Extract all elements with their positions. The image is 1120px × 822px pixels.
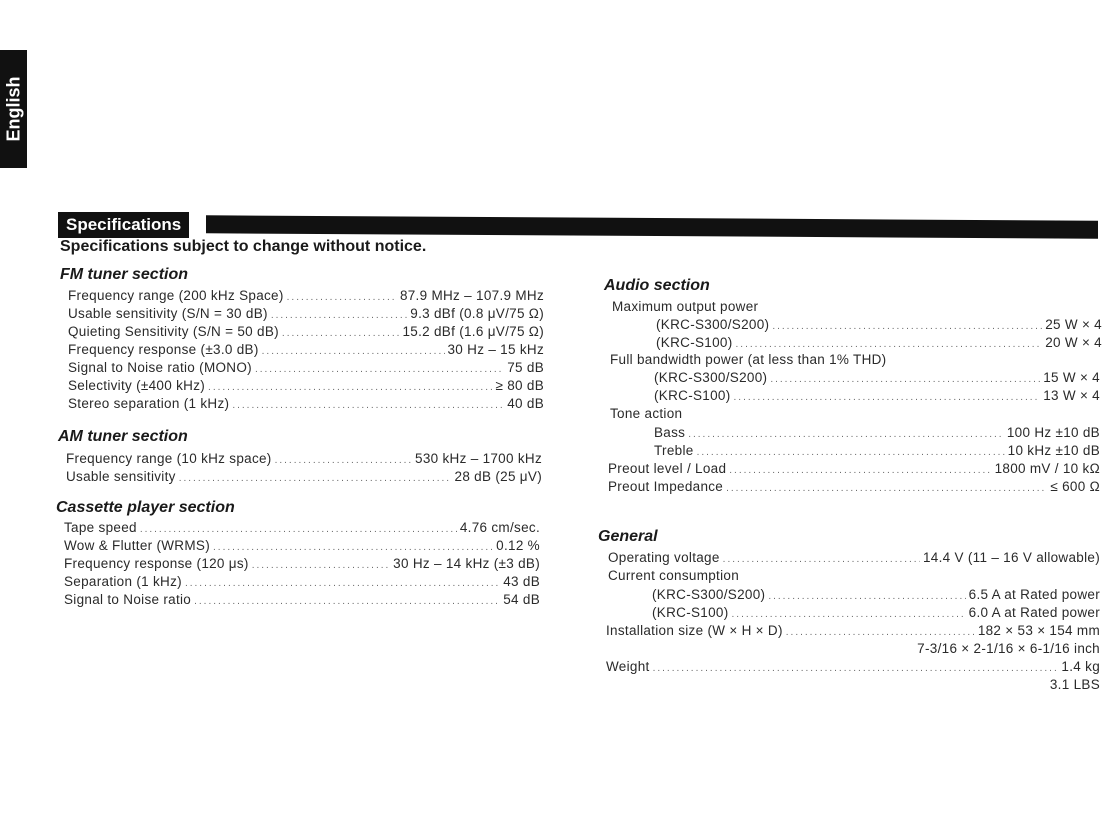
spec-row: Signal to Noise ratio ..... 54 dB [64, 591, 540, 609]
spec-row: Frequency range (200 kHz Space) ..... 87.9 MHz – 107.9 MHz [68, 287, 544, 305]
spec-row: Preout Impedance ..... ≤ 600 Ω [608, 478, 1100, 496]
spec-row: Quieting Sensitivity (S/N = 50 dB) ..... 15.2 dBf (1.6 μV/75 Ω) [68, 323, 544, 341]
spec-row: Signal to Noise ratio (MONO) ..... 75 dB [68, 359, 544, 377]
am-section-title: AM tuner section [58, 428, 188, 445]
spec-row: Treble ..... 10 kHz ±10 dB [654, 442, 1100, 460]
language-tab [0, 50, 27, 168]
spec-row: (KRC-S300/S200) ..... 15 W × 4 [654, 369, 1100, 387]
audio-section-title: Audio section [604, 277, 710, 294]
spec-row: Installation size (W × H × D) ..... 182 × 53 × 154 mm [606, 622, 1100, 640]
spec-row: (KRC-S100) ..... 6.0 A at Rated power [652, 604, 1100, 622]
tone-action-heading: Tone action [610, 406, 683, 421]
spec-row: (KRC-S100) ..... 20 W × 4 [656, 334, 1102, 352]
spec-row: Tape speed ..... 4.76 cm/sec. [64, 519, 540, 537]
spec-row: Wow & Flutter (WRMS) ..... 0.12 % [64, 537, 540, 555]
spec-row: Separation (1 kHz) ..... 43 dB [64, 573, 540, 591]
spec-row: Stereo separation (1 kHz) ..... 40 dB [68, 395, 544, 413]
spec-row: (KRC-S100) ..... 13 W × 4 [654, 387, 1100, 405]
current-consumption-heading: Current consumption [608, 568, 740, 583]
general-section-title: General [598, 528, 658, 545]
banner-bar [206, 215, 1098, 238]
weight-lbs: 3.1 LBS [1049, 677, 1100, 692]
spec-row: Operating voltage ..... 14.4 V (11 – 16 V allowable) [608, 549, 1100, 567]
spec-row: Usable sensitivity ..... 28 dB (25 μV) [66, 468, 542, 486]
full-bandwidth-heading: Full bandwidth power (at less than 1% THD) [610, 352, 887, 367]
cassette-section-title: Cassette player section [56, 499, 235, 516]
language-label: English [3, 76, 23, 142]
spec-row: Frequency range (10 kHz space) ..... 530 kHz – 1700 kHz [66, 450, 542, 468]
spec-row: Frequency response (±3.0 dB) ..... 30 Hz – 15 kHz [68, 341, 544, 359]
spec-row: Usable sensitivity (S/N = 30 dB) ..... 9.3 dBf (0.8 μV/75 Ω) [68, 305, 544, 323]
spec-row: Weight ..... 1.4 kg [606, 658, 1100, 676]
spec-row: (KRC-S300/S200) ..... 6.5 A at Rated power [652, 586, 1100, 604]
fm-section-title: FM tuner section [60, 266, 189, 283]
spec-row: Preout level / Load ..... 1800 mV / 10 kΩ [608, 460, 1100, 478]
page-title: Specifications [58, 212, 189, 238]
change-notice: Specifications subject to change without notice. [60, 238, 427, 255]
spec-row: Frequency response (120 μs) ..... 30 Hz – 14 kHz (±3 dB) [64, 555, 540, 573]
installation-size-inch: 7-3/16 × 2-1/16 × 6-1/16 inch [917, 641, 1100, 656]
spec-row: (KRC-S300/S200) ..... 25 W × 4 [656, 316, 1102, 334]
spec-row: Selectivity (±400 kHz) ..... ≥ 80 dB [68, 377, 544, 395]
max-output-heading: Maximum output power [612, 299, 759, 314]
spec-row: Bass ..... 100 Hz ±10 dB [654, 424, 1100, 442]
